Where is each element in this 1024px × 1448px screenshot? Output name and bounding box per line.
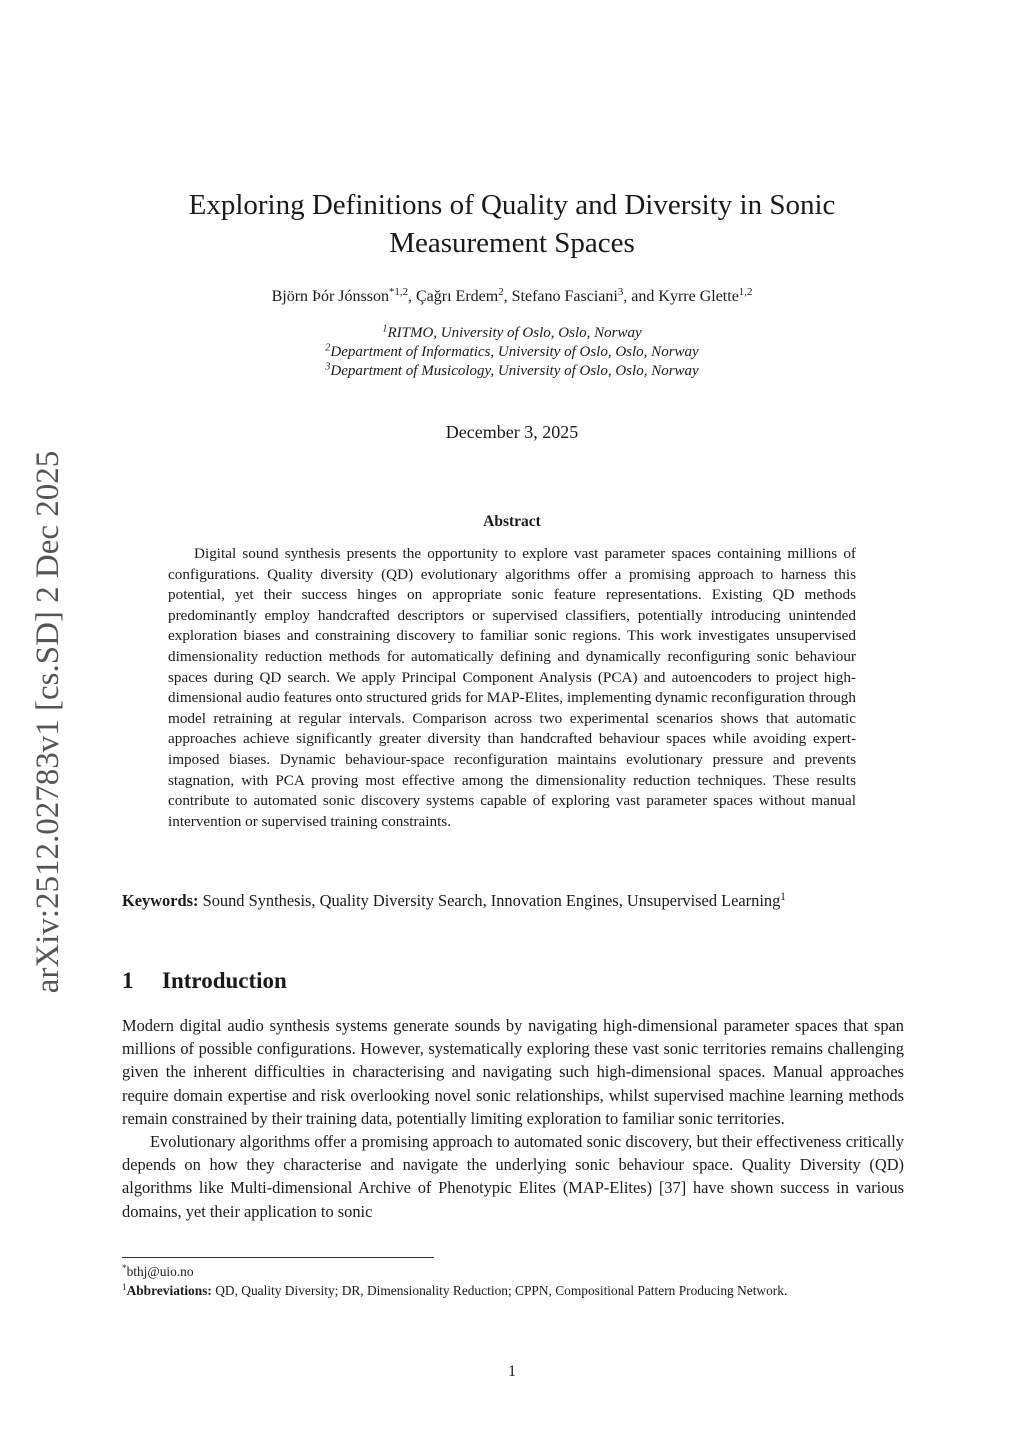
footnote-divider xyxy=(122,1257,434,1258)
keywords xyxy=(122,890,904,912)
author-separator: , xyxy=(408,288,416,305)
paper-title xyxy=(150,186,874,262)
section-title: Introduction xyxy=(162,968,287,993)
author-separator: , and xyxy=(623,288,659,305)
section-heading xyxy=(122,966,904,996)
footnote-mark: * xyxy=(122,1263,127,1273)
keywords-text: Sound Synthesis, Quality Diversity Search, Innovation Engines, Unsupervised Learning xyxy=(202,891,781,910)
abstract-text: Digital sound synthesis presents the opportunity to explore vast parameter spaces containing millions of configurations. Quality diversity (QD) evolutionary algorithms offer a promising approach to harness this potential, yet their success hinges on appropriate sonic feature representations. Existing QD methods predominantly employ handcrafted descriptors or supervised classifiers, potentially introducing unintended exploration biases and constraining discovery to familiar sonic regions. This work investigates unsupervised dimensionality reduction methods for automatically defining and dynamically reconfiguring sonic behaviour spaces during QD search. We apply Principal Component Analysis (PCA) and autoencoders to project high-dimensional audio features onto structured grids for MAP-Elites, implementing dynamic reconfiguration through model retraining at regular intervals. Comparison across two experimental scenarios shows that automatic approaches achieve significantly greater diversity than handcrafted behaviour spaces while avoiding expert-imposed biases. Dynamic behaviour-space reconfiguration maintains evolutionary pressure and prevents stagnation, with PCA proving most effective among the dimensionality reduction techniques. These results contribute to automated sonic discovery systems capable of exploring vast parameter spaces without manual intervention or supervised training constraints. xyxy=(168,545,856,830)
email-link[interactable]: bthj@uio.no xyxy=(126,1264,194,1279)
affiliations xyxy=(150,324,874,381)
section-number: 1 xyxy=(122,968,134,993)
author-mark: 2 xyxy=(498,286,504,299)
author-mark: *1,2 xyxy=(388,286,408,299)
introduction-body xyxy=(122,1014,904,1223)
publication-date: December 3, 2025 xyxy=(445,422,579,442)
author: Çağrı Erdem$^2$ xyxy=(416,286,504,305)
author: Kyrre Glette$^{1,2}$ xyxy=(658,286,753,305)
author-mark: 1,2 xyxy=(738,286,753,299)
paragraph: Evolutionary algorithms offer a promising approach to automated sonic discovery, but their effectiveness critically depends on how they characterise and navigate the underlying sonic behaviour space. Quality Diversity (QD) algorithms like Multi-dimensional Archive of Phenotypic Elites (MAP-Elites) [37] have shown success in various domains, yet their application to sonic xyxy=(122,1132,904,1221)
title-line-2: Measurement Spaces xyxy=(389,227,635,259)
footnote-ref[interactable]: 1 xyxy=(780,890,786,903)
affiliation-mark: 3 xyxy=(325,361,331,373)
keywords-label: Keywords: xyxy=(122,891,199,910)
arxiv-identifier-stamp[interactable]: arXiv:2512.02783v1 [cs.SD] 2 Dec 2025 xyxy=(30,450,66,994)
abstract-heading: Abstract xyxy=(483,513,541,530)
footnote-email xyxy=(122,1262,904,1281)
affiliation-mark: 2 xyxy=(325,342,331,354)
affiliation: $^1$RITMO, University of Oslo, Oslo, Norway xyxy=(382,323,642,341)
abbreviations-text: QD, Quality Diversity; DR, Dimensionality Reduction; CPPN, Compositional Pattern Producing Network. xyxy=(215,1283,788,1298)
page-number: 1 xyxy=(508,1363,516,1380)
footnote-mark: 1 xyxy=(122,1282,127,1292)
author: Björn Þór Jónsson$^{*1,2}$ xyxy=(271,286,408,305)
footnotes xyxy=(122,1262,904,1300)
author-mark: 3 xyxy=(617,286,624,299)
author: Stefano Fasciani$^3$ xyxy=(511,286,624,305)
footnote-abbreviations xyxy=(122,1281,904,1300)
affiliation: $^2$Department of Informatics, University of Oslo, Oslo, Norway xyxy=(325,342,699,360)
author-list xyxy=(150,286,874,308)
affiliation: $^3$Department of Musicology, University of Oslo, Oslo, Norway xyxy=(325,361,699,379)
affiliation-mark: 1 xyxy=(382,323,388,335)
author-separator: , xyxy=(503,288,512,305)
title-line-1: Exploring Definitions of Quality and Diversity in Sonic xyxy=(188,189,836,221)
abbreviations-label: Abbreviations: xyxy=(126,1283,212,1298)
paragraph: Modern digital audio synthesis systems generate sounds by navigating high-dimensional parameter spaces that span millions of possible configurations. However, systematically exploring these vast sonic territories remains challenging given the inherent difficulties in characterising and navigating such high-dimensional spaces. Manual approaches require domain expertise and risk overlooking novel sonic relationships, whilst supervised machine learning methods remain constrained by their training data, potentially limiting exploration to familiar sonic territories. xyxy=(122,1016,904,1128)
